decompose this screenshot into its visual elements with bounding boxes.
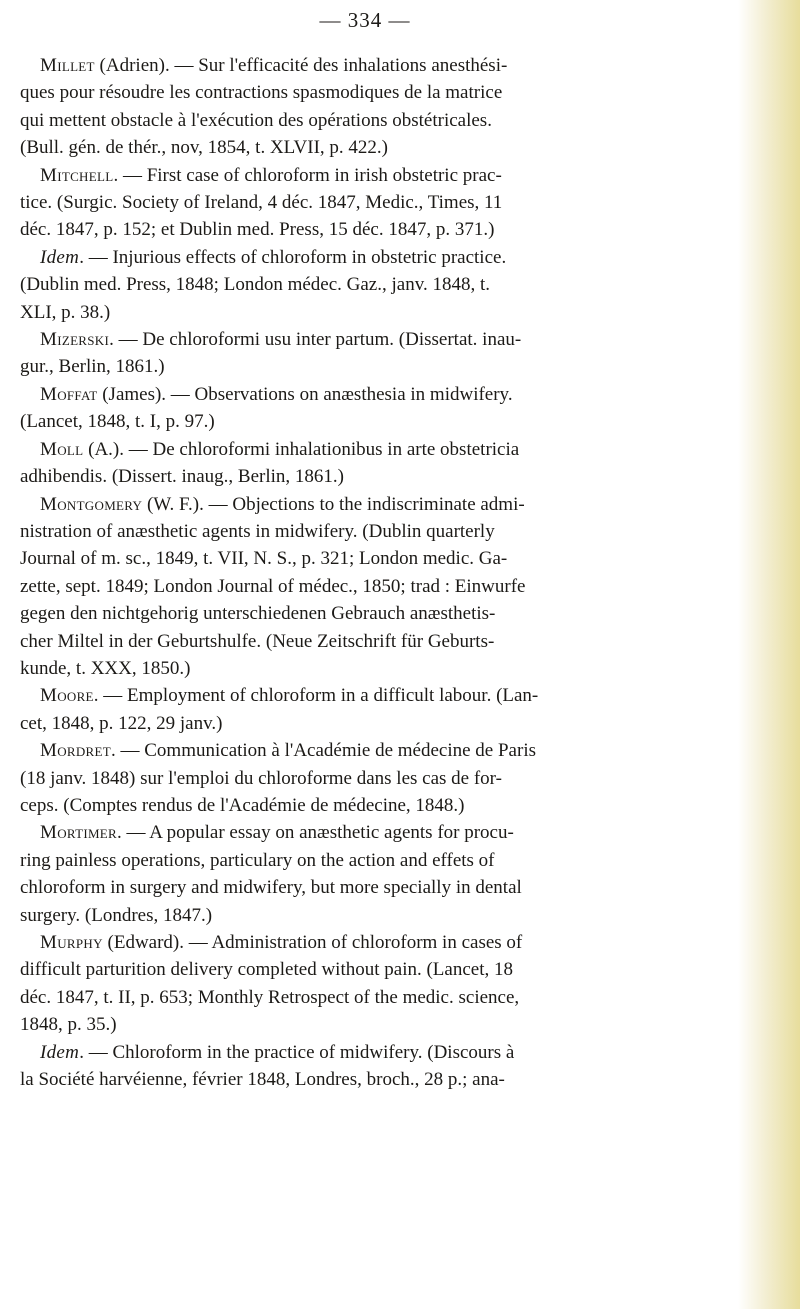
bibliography-list: [20, 52, 678, 1093]
entry-author: Mizerski: [40, 329, 110, 351]
page-number: — 334 —: [319, 8, 411, 32]
entry-author: Montgomery: [40, 493, 143, 515]
bibliography-entry: [20, 1039, 678, 1094]
entry-text: (Edward). — Administration of chloroform in cases of difficult parturition delivery completed without pain. (Lancet, 18 déc. 1847, t. II, p. 653; Monthly Retrospect of the medic. science, 1848, p. 35.): [20, 932, 523, 1036]
entry-text: . — Injurious effects of chloroform in obstetric practice. (Dublin med. Press, 1848; London médec. Gaz., janv. 1848, t. XLI, p. 38.): [20, 246, 507, 323]
entry-text: (A.). — De chloroformi inhalationibus in arte obstetricia adhibendis. (Dissert. inaug., Berlin, 1861.): [20, 438, 520, 488]
bibliography-entry: [20, 491, 678, 683]
entry-text: . — Chloroform in the practice of midwifery. (Discours à la Société harvéienne, février 1848, Londres, broch., 28 p.; ana-: [20, 1041, 515, 1091]
entry-author: Moore: [40, 685, 94, 707]
entry-text: . — First case of chloroform in irish obstetric prac- tice. (Surgic. Society of Ireland, 4 déc. 1847, Medic., Times, 11 déc. 1847, p. 152; et Dublin med. Press, 15 déc. 1847, p. 371.): [20, 164, 503, 241]
bibliography-entry: [20, 52, 678, 162]
bibliography-entry: [20, 436, 678, 491]
bibliography-entry: [20, 381, 678, 436]
entry-author: Moll: [40, 438, 84, 460]
entry-text: (W. F.). — Objections to the indiscriminate admi- nistration of anæsthetic agents in midwifery. (Dublin quarterly Journal of m. sc., 1849, t. VII, N. S., p. 321; London medic. Ga- zette, sept. 1849; London Journal of médec., 1850; trad : Einwurfe gegen den nichtgehorig unterschiedenen Gebrauch anæsthetis- cher Miltel in der Geburtshulfe. (Neue Zeitschrift für Geburts- kunde, t. XXX, 1850.): [20, 493, 526, 679]
bibliography-entry: [20, 244, 678, 326]
bibliography-entry: [20, 326, 678, 381]
entry-text: . — Employment of chloroform in a difficult labour. (Lan- cet, 1848, p. 122, 29 janv.): [20, 685, 539, 734]
entry-text: . — Communication à l'Académie de médecine de Paris (18 janv. 1848) sur l'emploi du chloroforme dans les cas de for- ceps. (Comptes rendus de l'Académie de médecine, 1848.): [20, 740, 536, 816]
entry-text: (James). — Observations on anæsthesia in midwifery. (Lancet, 1848, t. I, p. 97.): [20, 383, 513, 433]
entry-author: Mordret: [40, 740, 111, 762]
bibliography-entry: [20, 162, 678, 244]
entry-text: . — A popular essay on anæsthetic agents for procu- ring painless operations, particulary on the action and effets of chloroform in surgery and midwifery, but more specially in dental surgery. (Londres, 1847.): [20, 822, 522, 926]
bibliography-entry: [20, 737, 678, 819]
bibliography-entry: [20, 682, 678, 737]
entry-author: Millet: [40, 55, 95, 76]
entry-author: Moffat: [40, 383, 98, 405]
bibliography-entry: [20, 929, 678, 1039]
entry-author: Murphy: [40, 932, 103, 953]
entry-author: Idem: [40, 246, 80, 268]
page-edge: [738, 0, 800, 1309]
entry-author: Idem: [40, 1041, 80, 1063]
entry-author: Mortimer: [40, 822, 118, 844]
bibliography-entry: [20, 819, 678, 929]
entry-author: Mitchell: [40, 164, 114, 186]
entry-text: (Adrien). — Sur l'efficacité des inhalations anesthési- ques pour résoudre les contractions spasmodiques de la matrice qui mettent obstacle à l'exécution des opérations obstétricales. (Bull. gén. de thér., nov, 1854, t. XLVII, p. 422.): [20, 55, 508, 159]
entry-text: . — De chloroformi usu inter partum. (Dissertat. inau- gur., Berlin, 1861.): [20, 329, 522, 378]
